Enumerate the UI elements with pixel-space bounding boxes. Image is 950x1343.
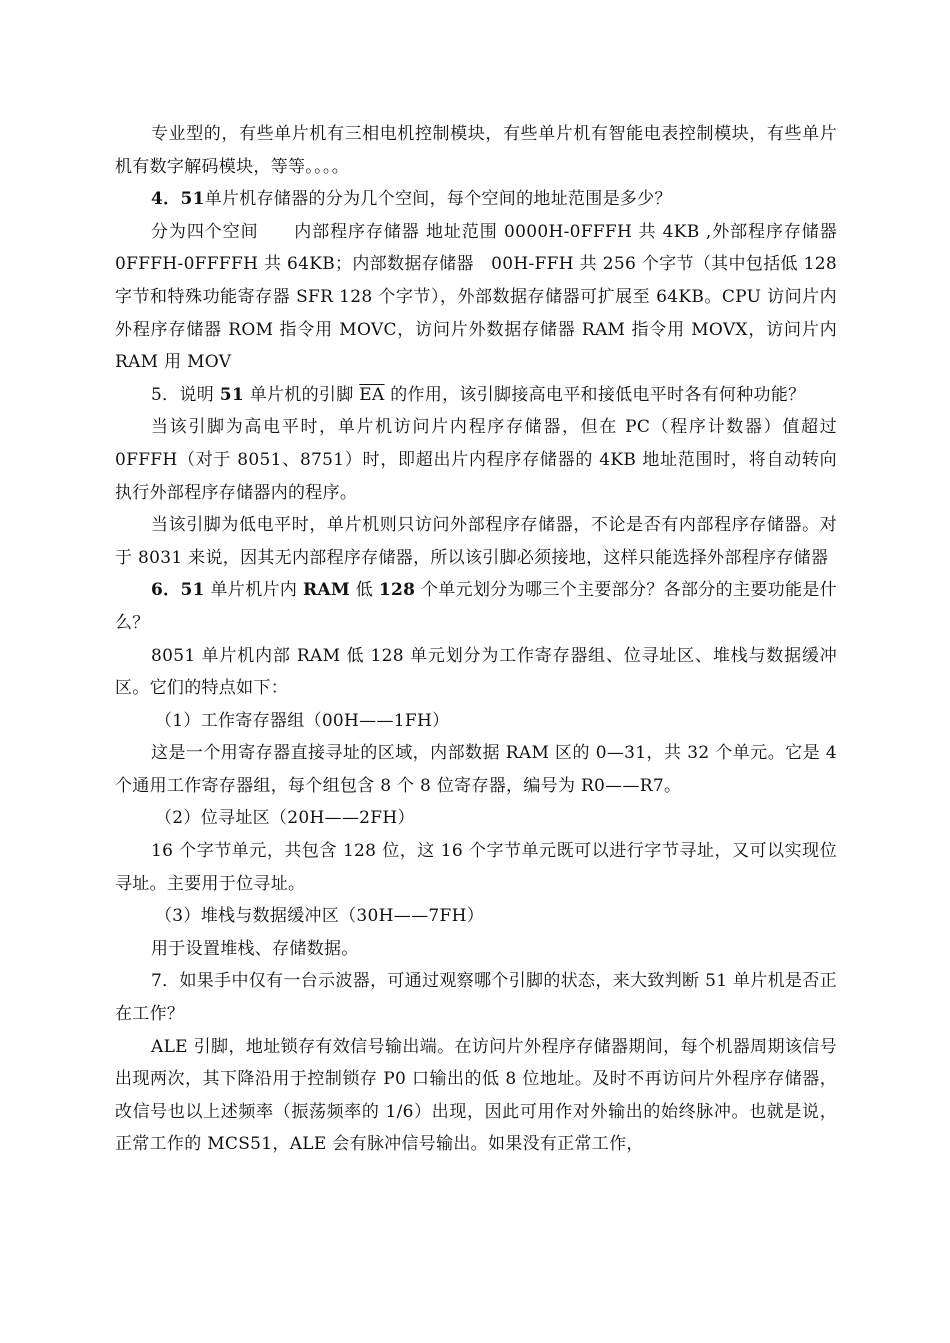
question-6-bold-ram: RAM [302,580,350,601]
question-6-text-2: 低 [350,580,379,601]
question-4-number: 4． [151,189,181,210]
answer-6-heading-3: （3）堆栈与数据缓冲区（30H——7FH） [155,906,485,927]
answer-6-heading-2: （2）位寻址区（20H——2FH） [155,808,415,829]
document-body [115,118,837,1161]
question-6 [115,574,837,639]
question-5-mid: 单片机的引脚 [244,384,360,405]
question-5-bold: 51 [219,384,244,405]
ea-pin-label: $\overline{EA}$ [359,384,385,405]
answer-5-high: 当该引脚为高电平时，单片机访问片内程序存储器，但在 PC（程序计数器）值超过 0FFFH（对于 8051、8751）时，即超出片内程序存储器的 4KB 地址范围时，将自动转向执行外部程序存储器内的程序。 [115,417,837,503]
answer-4: 分为四个空间 内部程序存储器 地址范围 0000H-0FFFH 共 4KB ,外部程序存储器 0FFFH-0FFFFH 共 64KB；内部数据存储器 00H-FFH 共 256 个字节（其中包括低 128 字节和特殊功能寄存器 SFR 128 个字节），外部数据存储器可扩展至 64KB。CPU 访问片内外程序存储器 ROM 指令用 MOVC，访问片外数据存储器 RAM 指令用 MOVX，访问片内 RAM 用 MOV [115,221,837,373]
question-5-number: 5．说明 [151,384,220,405]
question-4 [115,183,837,216]
question-6-text-3: 个单元划分为哪三个主要部分？各部分的主要功能是什么？ [115,580,837,633]
answer-6-heading-1: （1）工作寄存器组（00H——1FH） [155,710,450,731]
question-6-number: 6． [151,580,181,601]
question-5 [115,379,837,412]
question-7: 7．如果手中仅有一台示波器，可通过观察哪个引脚的状态，来大致判断 51 单片机是否正在工作？ [115,971,837,1025]
question-6-text-1: 单片机片内 [204,580,303,601]
answer-5-low: 当该引脚为低电平时，单片机则只访问外部程序存储器，不论是否有内部程序存储器。对于 8031 来说，因其无内部程序存储器，所以该引脚必须接地，这样只能选择外部程序存储器 [115,515,837,568]
answer-6-text-2: 16 个字节单元，共包含 128 位，这 16 个字节单元既可以进行字节寻址，又可以实现位寻址。主要用于位寻址。 [115,841,837,894]
answer-7: ALE 引脚，地址锁存有效信号输出端。在访问片外程序存储器期间，每个机器周期该信号出现两次，其下降沿用于控制锁存 P0 口输出的低 8 位地址。及时不再访问片外程序存储器，改信号也以上述频率（振荡频率的 1/6）出现，因此可用作对外输出的始终脉冲。也就是说，正常工作的 MCS51，ALE 会有脉冲信号输出。如果没有正常工作， [115,1036,837,1155]
question-4-bold: 51 [180,189,205,210]
question-6-bold-128: 128 [378,580,416,601]
question-5-text: 的作用，该引脚接高电平和接低电平时各有何种功能？ [384,384,806,405]
question-4-text: 单片机存储器的分为几个空间，每个空间的地址范围是多少？ [204,189,672,210]
answer-6-text-1: 这是一个用寄存器直接寻址的区域，内部数据 RAM 区的 0—31，共 32 个单元。它是 4 个通用工作寄存器组，每个组包含 8 个 8 位寄存器，编号为 R0——R7。 [115,743,837,796]
answer-6-intro: 8051 单片机内部 RAM 低 128 单元划分为工作寄存器组、位寻址区、堆栈与数据缓冲区。它们的特点如下： [115,645,837,699]
continuation-paragraph: 专业型的，有些单片机有三相电机控制模块，有些单片机有智能电表控制模块，有些单片机有数字解码模块，等等。。。。 [115,124,837,177]
answer-6-text-3: 用于设置堆栈、存储数据。 [151,938,359,959]
question-6-bold-51: 51 [180,580,205,601]
